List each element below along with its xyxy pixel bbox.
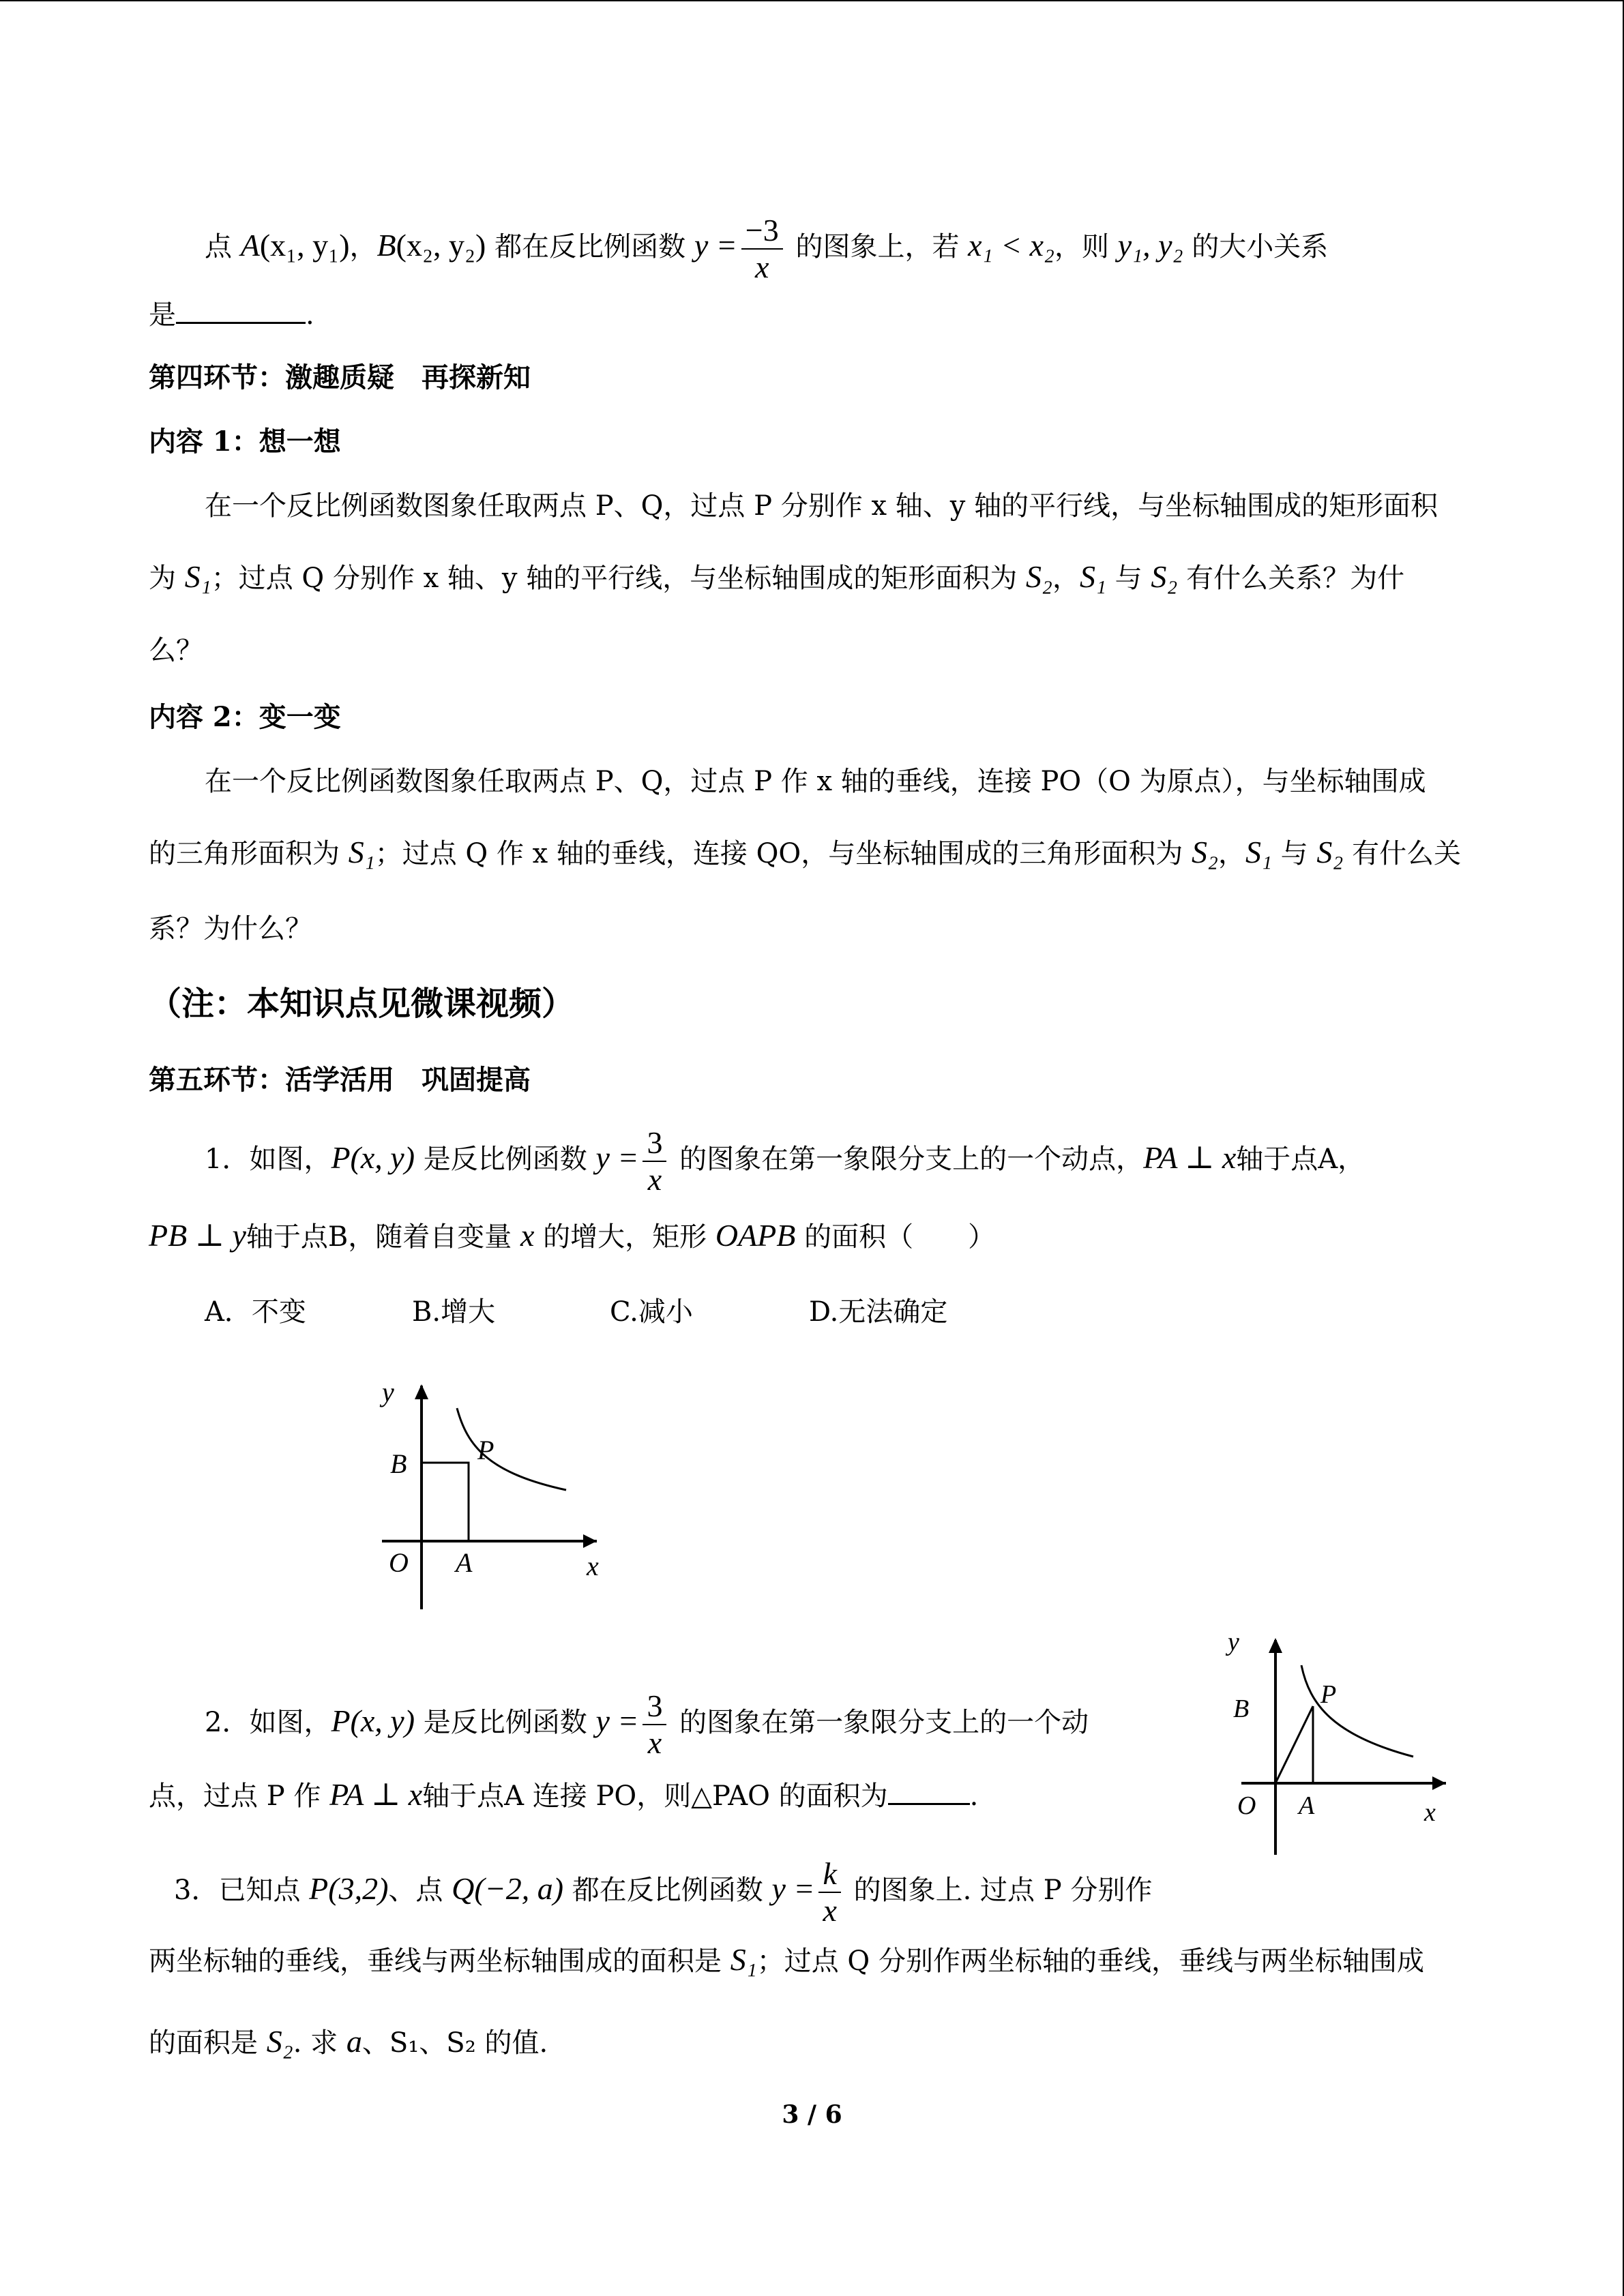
text: 是	[149, 299, 176, 331]
label-y: y	[382, 1377, 394, 1407]
label-p: P	[477, 1435, 494, 1465]
text: 都在反比例函数	[563, 1875, 772, 1906]
label-a: A	[1299, 1791, 1315, 1820]
text: 是反比例函数	[415, 1144, 596, 1175]
c1-line-2	[149, 558, 1404, 597]
q1-line-2	[149, 1217, 995, 1256]
text: 的大小关系	[1183, 231, 1329, 263]
math: a	[346, 2024, 362, 2059]
label-a: A	[456, 1547, 473, 1578]
option-a[interactable]: A．不变	[205, 1296, 306, 1328]
math: S₁	[1079, 559, 1106, 594]
section-5-heading: 第五环节：活学活用 巩固提高	[149, 1064, 531, 1096]
option-b[interactable]: B.增大	[412, 1296, 496, 1328]
fraction-denominator: x	[647, 1162, 662, 1197]
label-x: x	[587, 1551, 599, 1581]
math: S₁	[1245, 835, 1272, 869]
p1-line	[205, 213, 1328, 285]
math: PA ⊥ x	[329, 1777, 423, 1812]
text: 轴于点B，随着自变量	[246, 1221, 520, 1253]
text: 是反比例函数	[415, 1707, 596, 1738]
segment-po	[1275, 1706, 1313, 1783]
math: S₂	[1316, 835, 1344, 869]
text: 、点	[388, 1875, 452, 1906]
q2-line-1	[205, 1688, 1089, 1761]
x-axis-arrow-icon	[583, 1534, 597, 1548]
y-axis-arrow-icon	[1269, 1638, 1282, 1653]
fraction-numerator: 3	[643, 1688, 666, 1725]
math: x₁ < x₂	[968, 228, 1055, 263]
text: 都在反比例函数	[486, 231, 694, 263]
text: 的图象在第一象限分支上的一个动	[670, 1707, 1089, 1738]
fraction-denominator: x	[823, 1893, 837, 1928]
math: y =	[595, 1703, 639, 1738]
text: 有什么关系？为什	[1177, 563, 1405, 594]
math: S₁	[184, 559, 211, 594]
page-border-top	[0, 0, 1624, 1]
math: P(x, y)	[331, 1703, 415, 1738]
text: 的面积是	[149, 2027, 267, 2059]
math: B	[377, 228, 396, 263]
content-1-title: 内容 1：想一想	[149, 426, 341, 458]
text: ；过点 Q 分别作两坐标轴的垂线，垂线与两坐标轴围成	[756, 1945, 1424, 1977]
text: 为	[149, 563, 185, 594]
c2-line-1: 在一个反比例函数图象任取两点 P、Q，过点 P 作 x 轴的垂线，连接 PO（O 为原点），与坐标轴围成	[205, 766, 1426, 797]
content-2-title: 内容 2：变一变	[149, 701, 341, 733]
text: 两坐标轴的垂线，垂线与两坐标轴围成的面积是	[149, 1945, 730, 1977]
rectangle-oapb	[422, 1463, 469, 1541]
math: P(x, y)	[331, 1140, 415, 1175]
q3-line-1	[174, 1856, 1152, 1928]
c2-line-3: 系？为什么？	[149, 913, 312, 944]
c1-line-3: 么？	[149, 635, 203, 666]
math: S₁	[730, 1942, 757, 1977]
fraction	[741, 213, 783, 285]
text: 轴于点A，	[1236, 1144, 1365, 1175]
x-axis-arrow-icon	[1432, 1776, 1446, 1790]
label-o: O	[389, 1547, 409, 1578]
hyperbola-curve	[1301, 1665, 1413, 1757]
text: 与	[1106, 563, 1151, 594]
page-number: 3 / 6	[782, 2100, 842, 2129]
answer-blank[interactable]	[176, 295, 306, 324]
math: OAPB	[715, 1218, 796, 1253]
fraction	[643, 1125, 666, 1197]
label-y: y	[1228, 1628, 1239, 1656]
text: 轴于点A 连接 PO，则△PAO 的面积为	[422, 1780, 888, 1812]
text: 的三角形面积为	[149, 838, 349, 869]
fraction-denominator: x	[647, 1725, 662, 1760]
hyperbola-curve	[457, 1408, 566, 1490]
text: 的面积（ ）	[795, 1221, 996, 1253]
label-x: x	[1424, 1798, 1436, 1827]
figure-2-hyperbola-triangle	[1214, 1623, 1460, 1862]
text: ，	[1052, 563, 1080, 594]
q3-line-3	[149, 2023, 548, 2062]
q1-line-1	[205, 1125, 1365, 1197]
text: .	[306, 299, 314, 331]
fraction-denominator: x	[755, 250, 769, 284]
text: 1．如图，	[205, 1144, 331, 1175]
math: PA ⊥ x	[1143, 1140, 1237, 1175]
text: 的图象上. 过点 P 分别作	[844, 1875, 1153, 1906]
math: Q(−2, a)	[452, 1871, 564, 1906]
text: 的图象上，若	[786, 231, 969, 263]
text: 3．已知点	[174, 1875, 310, 1906]
text: 点，过点 P 作	[149, 1780, 330, 1812]
section-4-heading: 第四环节：激趣质疑 再探新知	[149, 361, 531, 393]
math: S₂	[1191, 835, 1218, 869]
c2-line-2	[149, 833, 1461, 873]
math: S₁	[348, 835, 375, 869]
y-axis-arrow-icon	[415, 1384, 428, 1399]
text: 与	[1271, 838, 1317, 869]
text: 2．如图，	[205, 1707, 331, 1738]
text: ，	[349, 231, 377, 263]
option-c[interactable]: C.减小	[610, 1296, 693, 1328]
math: y =	[771, 1871, 815, 1906]
fraction-numerator: −3	[741, 213, 783, 250]
answer-blank[interactable]	[888, 1776, 970, 1805]
math: y =	[694, 228, 737, 263]
text: 的增大，矩形	[534, 1221, 715, 1253]
math: (x₁, y₁)	[259, 228, 350, 263]
math: PB ⊥ y	[149, 1218, 246, 1253]
text: ；过点 Q 作 x 轴的垂线，连接 QO，与坐标轴围成的三角形面积为	[374, 838, 1192, 869]
math: y =	[595, 1140, 639, 1175]
figure-1-hyperbola-rectangle	[361, 1371, 621, 1609]
note-heading: （注：本知识点见微课视频）	[149, 985, 575, 1023]
math: y₁, y₂	[1117, 228, 1183, 263]
text: 点	[205, 231, 241, 263]
math: A	[240, 228, 260, 263]
text: 、S₁、S₂ 的值.	[361, 2027, 548, 2059]
math: S₂	[1025, 559, 1052, 594]
text: .	[969, 1780, 979, 1812]
label-b: B	[1233, 1695, 1250, 1723]
q2-line-2	[149, 1776, 978, 1815]
text: ，	[1217, 838, 1245, 869]
fraction-numerator: 3	[643, 1125, 666, 1162]
text: 有什么关	[1343, 838, 1462, 869]
math: S₂	[1151, 559, 1178, 594]
fraction	[818, 1856, 840, 1928]
fraction	[643, 1688, 666, 1761]
text: . 求	[293, 2027, 346, 2059]
math: P(3,2)	[309, 1871, 389, 1906]
math: x	[520, 1218, 535, 1253]
p1b-line	[149, 295, 314, 334]
text: ；过点 Q 分别作 x 轴、y 轴的平行线，与坐标轴围成的矩形面积为	[211, 563, 1026, 594]
fraction-numerator: k	[818, 1856, 840, 1893]
text: 的图象在第一象限分支上的一个动点，	[670, 1144, 1144, 1175]
q3-line-2	[149, 1941, 1424, 1980]
option-d[interactable]: D.无法确定	[809, 1296, 948, 1328]
text: ，则	[1054, 231, 1118, 263]
label-o: O	[1237, 1791, 1256, 1820]
c1-line-1: 在一个反比例函数图象任取两点 P、Q，过点 P 分别作 x 轴、y 轴的平行线，与坐标轴围成的矩形面积	[205, 490, 1438, 522]
math: S₂	[266, 2024, 293, 2059]
math: (x₂, y₂)	[396, 228, 486, 263]
label-b: B	[390, 1448, 407, 1479]
label-p: P	[1320, 1680, 1337, 1709]
